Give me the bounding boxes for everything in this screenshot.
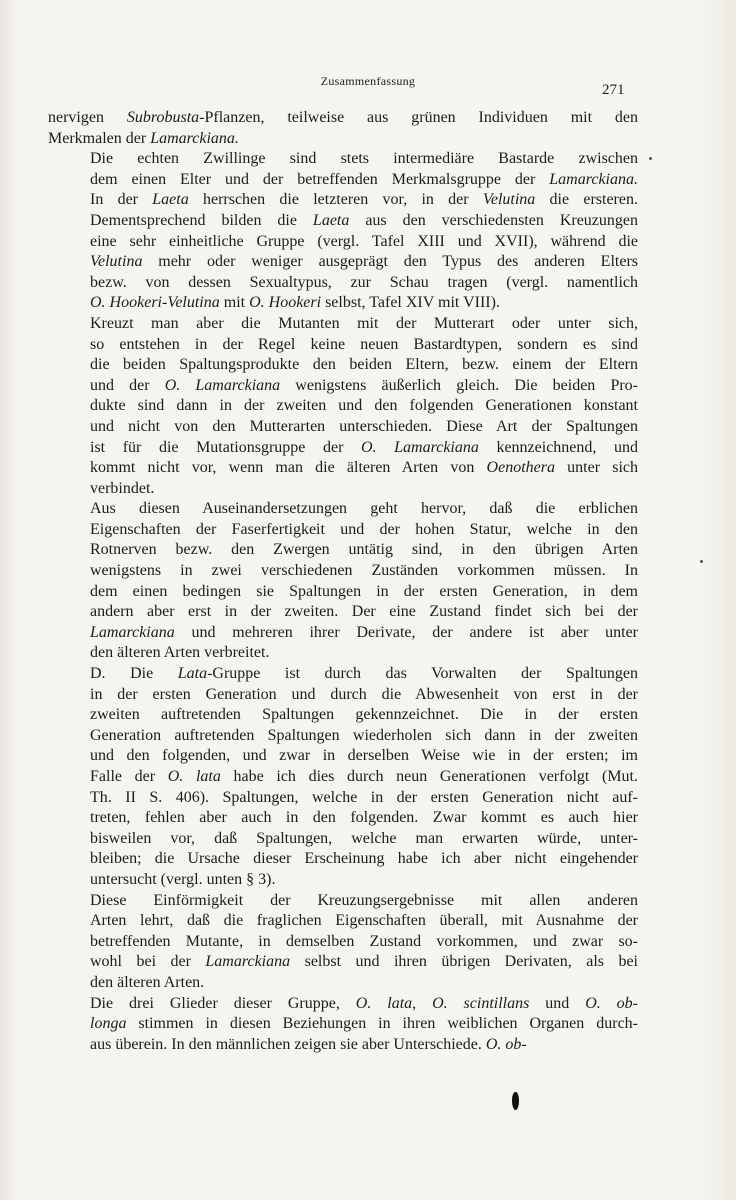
paragraph	[48, 108, 638, 149]
italic-text: Laeta	[152, 191, 189, 209]
text-line	[48, 891, 638, 912]
text-run: eine sehr einheitliche Gruppe (vergl. Tafel XIII und XVII), während die	[90, 232, 638, 250]
text-line	[48, 705, 638, 726]
text-run: verbindet.	[90, 479, 155, 497]
italic-text: O. lata	[167, 768, 221, 785]
text-line	[48, 314, 638, 335]
text-line	[48, 1035, 638, 1056]
italic-text: Laeta	[312, 211, 350, 229]
text-line	[48, 211, 638, 232]
italic-text: Oenothera	[486, 459, 555, 477]
text-line	[48, 540, 638, 561]
body-text	[48, 108, 638, 1055]
text-run: -Gruppe ist durch das Vorwalten der Spaltungen	[207, 665, 639, 683]
text-run: selbst und ihren übrigen Derivaten, als bei	[290, 953, 638, 971]
text-run: wohl bei der	[90, 953, 206, 971]
paragraph	[48, 314, 638, 499]
paragraph	[48, 499, 638, 664]
text-run: bezw. von dessen Sexualtypus, zur Schau tragen (vergl. namentlich	[90, 273, 638, 291]
text-run: den älteren Arten verbreitet.	[90, 644, 270, 662]
italic-text: Lamarckiana.	[549, 170, 638, 188]
text-run: Arten lehrt, daß die fraglichen Eigenschaften überall, mit Ausnahme der	[90, 912, 638, 930]
page-number: 271	[602, 82, 625, 98]
paragraph	[48, 994, 638, 1056]
text-run: D. Die	[90, 665, 178, 683]
text-line	[48, 643, 638, 664]
text-run: kennzeichnend, und	[478, 438, 638, 456]
text-line	[48, 520, 638, 541]
text-run: selbst, Tafel XIV mit VIII).	[321, 294, 500, 312]
text-line	[48, 417, 638, 438]
italic-text: O. ob-	[485, 1035, 527, 1053]
text-run: aus überein. In den männlichen zeigen sie aber Unterschiede.	[90, 1035, 486, 1053]
italic-text: O. Hookeri	[249, 294, 322, 312]
text-line	[48, 1014, 638, 1035]
text-run: und den folgenden, und zwar in derselben Weise wie in der ersten; im	[90, 747, 638, 765]
text-line	[48, 994, 638, 1015]
text-run: Generation auftretenden Spaltungen wiederholen sich dann in der zweiten	[90, 726, 638, 744]
text-run: dem einen Elter und der betreffenden Merkmalsgruppe der	[90, 170, 550, 188]
ink-speck	[700, 560, 703, 563]
running-title: Zusammenfassung	[320, 74, 416, 88]
text-line	[48, 396, 638, 417]
text-run: dem einen bedingen sie Spaltungen in der ersten Generation, in dem	[90, 582, 638, 600]
text-run: Die drei Glieder dieser Gruppe,	[90, 994, 356, 1012]
text-line	[48, 870, 638, 891]
italic-text: O. Lamarckiana	[361, 438, 479, 456]
text-line	[48, 829, 638, 850]
text-line	[48, 252, 638, 273]
text-line	[48, 561, 638, 582]
text-run: Merkmalen der	[48, 129, 151, 147]
text-line	[48, 438, 638, 459]
text-run: bleiben; die Ursache dieser Erscheinung habe ich aber nicht eingehender	[90, 850, 638, 868]
italic-text: Velutina	[482, 191, 536, 209]
text-run: Die echten Zwillinge sind stets intermediäre Bastarde zwischen	[90, 150, 638, 168]
text-line	[48, 129, 638, 150]
text-run: aus den verschiedensten Kreuzungen	[349, 211, 639, 229]
text-line	[48, 499, 638, 520]
ink-blot	[512, 1092, 519, 1110]
text-line	[48, 849, 638, 870]
text-line	[48, 973, 638, 994]
text-line	[48, 479, 638, 500]
text-run: Kreuzt man aber die Mutanten mit der Mutterart oder unter sich,	[90, 314, 638, 332]
italic-text: Lata	[177, 665, 208, 683]
text-run: zweiten auftretenden Spaltungen gekennzeichnet. Die in der ersten	[90, 706, 638, 724]
ink-speck	[649, 157, 652, 160]
text-run: den älteren Arten.	[90, 973, 205, 991]
text-line	[48, 293, 638, 314]
text-run: und	[529, 994, 586, 1012]
text-run: Falle der	[90, 768, 168, 785]
text-run: Eigenschaften der Faserfertigkeit und der hohen Statur, welche in den	[90, 520, 638, 538]
text-run: mit	[219, 294, 250, 312]
italic-text: Lamarckiana	[205, 953, 291, 971]
text-line	[48, 932, 638, 953]
italic-text: Subrobusta	[126, 109, 200, 126]
text-run: und nicht von den Mutterarten unterschieden. Diese Art der Spaltungen	[90, 417, 638, 435]
text-run: kommt nicht vor, wenn man die älteren Arten von	[90, 459, 487, 477]
text-run: mehr oder weniger ausgeprägt den Typus des anderen Elters	[142, 253, 638, 271]
text-line	[48, 273, 638, 294]
text-line	[48, 149, 638, 170]
text-run: Dementsprechend bilden die	[90, 211, 313, 229]
text-run: unter sich	[554, 459, 638, 477]
text-line	[48, 170, 638, 191]
italic-text: O. ob-	[585, 994, 639, 1012]
text-run: Th. II S. 406). Spaltungen, welche in der ersten Generation nicht auf-	[90, 788, 638, 806]
italic-text: Lamarckiana	[90, 623, 175, 641]
text-line	[48, 911, 638, 932]
text-line	[48, 664, 638, 685]
text-run: habe ich dies durch neun Generationen verfolgt (Mut.	[220, 768, 639, 785]
text-line	[48, 788, 638, 809]
paragraph	[48, 149, 638, 314]
italic-text: O. Lamarckiana	[164, 376, 281, 394]
text-line	[48, 108, 638, 129]
text-run: untersucht (vergl. unten § 3).	[90, 870, 276, 888]
text-run: treten, fehlen aber auch in den folgenden. Zwar kommt es auch hier	[90, 809, 638, 827]
text-line	[48, 355, 638, 376]
text-run: dukte sind dann in der zweiten und den folgenden Generationen konstant	[90, 397, 638, 415]
text-run: Rotnerven bezw. den Zwergen untätig sind, in den übrigen Arten	[90, 541, 638, 559]
text-run: ist für die Mutationsgruppe der	[90, 438, 361, 456]
paragraph	[48, 891, 638, 994]
text-line	[48, 726, 638, 747]
text-run: bisweilen vor, daß Spaltungen, welche man erwarten würde, unter-	[90, 829, 638, 847]
paragraph	[48, 664, 638, 891]
italic-text: O. lata, O. scintillans	[355, 994, 530, 1012]
text-line	[48, 952, 638, 973]
text-run: betreffenden Mutante, in demselben Zustand vorkommen, und zwar so-	[90, 932, 638, 950]
text-line	[48, 602, 638, 623]
italic-text: O. Hookeri-Velutina	[90, 294, 220, 312]
italic-text: longa	[90, 1015, 127, 1033]
text-line	[48, 685, 638, 706]
text-run: und mehreren ihrer Derivate, der andere ist aber unter	[174, 623, 638, 641]
text-run: -Pflanzen, teilweise aus grünen Individuen mit den	[199, 109, 638, 126]
text-run: stimmen in diesen Beziehungen in ihren weiblichen Organen durch-	[126, 1015, 638, 1033]
text-run: andern aber erst in der zweiten. Der eine Zustand findet sich bei der	[90, 603, 638, 621]
text-run: so entstehen in der Regel keine neuen Bastardtypen, sondern es sind	[90, 335, 638, 353]
text-line	[48, 746, 638, 767]
text-run: und der	[90, 376, 165, 394]
text-run: die ersteren.	[535, 191, 638, 209]
text-run: in der ersten Generation und durch die Abwesenheit von erst in der	[90, 685, 638, 703]
text-run: wenigstens in zwei verschiedenen Zuständen vorkommen müssen. In	[90, 562, 638, 580]
text-run: die beiden Spaltungsprodukte den beiden Eltern, bezw. einem der Eltern	[90, 356, 638, 374]
text-run: In der	[90, 191, 153, 209]
italic-text: Velutina	[90, 253, 143, 271]
text-line	[48, 232, 638, 253]
text-line	[48, 458, 638, 479]
text-run: wenigstens äußerlich gleich. Die beiden Pro-	[280, 376, 639, 394]
text-line	[48, 335, 638, 356]
text-line	[48, 808, 638, 829]
text-run: nervigen	[48, 109, 127, 126]
text-line	[48, 767, 638, 788]
text-run: herrschen die letzteren vor, in der	[188, 191, 483, 209]
text-line	[48, 190, 638, 211]
text-run: Diese Einförmigkeit der Kreuzungsergebnisse mit allen anderen	[90, 891, 638, 909]
text-line	[48, 376, 638, 397]
italic-text: Lamarckiana.	[150, 129, 239, 147]
text-line	[48, 623, 638, 644]
text-run: Aus diesen Auseinandersetzungen geht hervor, daß die erblichen	[90, 500, 638, 518]
text-line	[48, 582, 638, 603]
